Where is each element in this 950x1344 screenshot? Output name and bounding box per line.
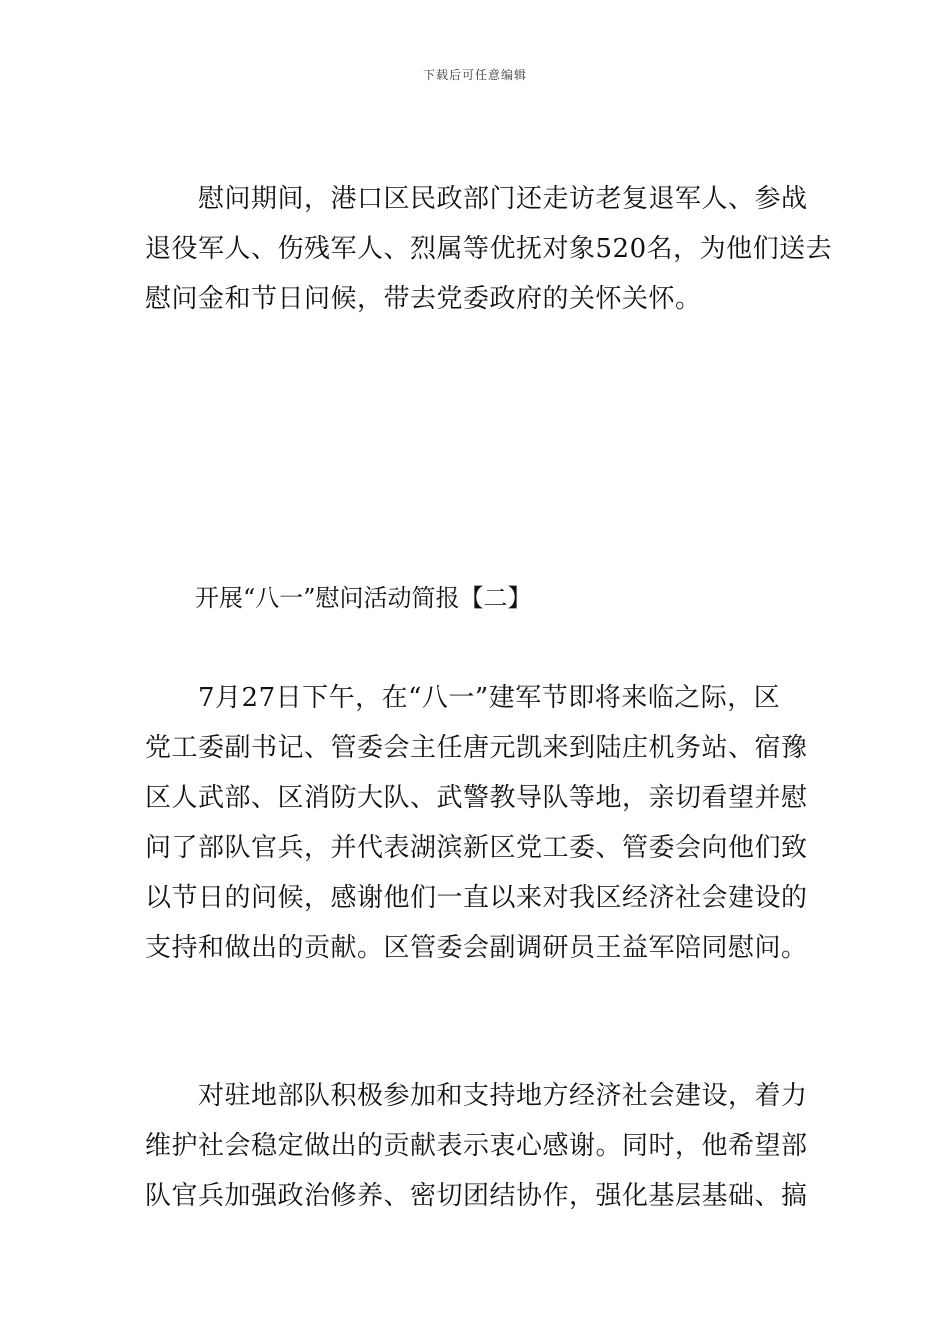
header-note: 下载后可任意编辑	[422, 68, 527, 82]
paragraph-1-line-3: 慰问金和节日问候，带去党委政府的关怀关怀。	[145, 284, 702, 314]
paragraph-2-line-3: 区人武部、区消防大队、武警教导队等地，亲切看望并慰	[145, 783, 808, 813]
paragraph-2-line-2: 党工委副书记、管委会主任唐元凯来到陆庄机务站、宿豫	[145, 733, 808, 763]
paragraph-2-line-5: 以节日的问候，感谢他们一直以来对我区经济社会建设的	[145, 883, 808, 913]
paragraph-2-line-1: 7月27日下午，在“八一”建军节即将来临之际，区	[198, 683, 781, 713]
paragraph-3-line-1: 对驻地部队积极参加和支持地方经济社会建设，着力	[198, 1081, 808, 1111]
paragraph-2-line-4: 问了部队官兵，并代表湖滨新区党工委、管委会向他们致	[145, 833, 808, 863]
paragraph-1-line-1: 慰问期间，港口区民政部门还走访老复退军人、参战	[198, 184, 808, 214]
paragraph-2-line-6: 支持和做出的贡献。区管委会副调研员王益军陪同慰问。	[145, 933, 808, 963]
paragraph-1-line-2: 退役军人、伤残军人、烈属等优抚对象520名，为他们送去	[145, 234, 833, 264]
paragraph-3-line-2: 维护社会稳定做出的贡献表示衷心感谢。同时，他希望部	[145, 1131, 808, 1161]
paragraph-3-line-3: 队官兵加强政治修养、密切团结协作，强化基层基础、搞	[145, 1181, 808, 1211]
section-title: 开展“八一”慰问活动简报【二】	[195, 584, 532, 612]
